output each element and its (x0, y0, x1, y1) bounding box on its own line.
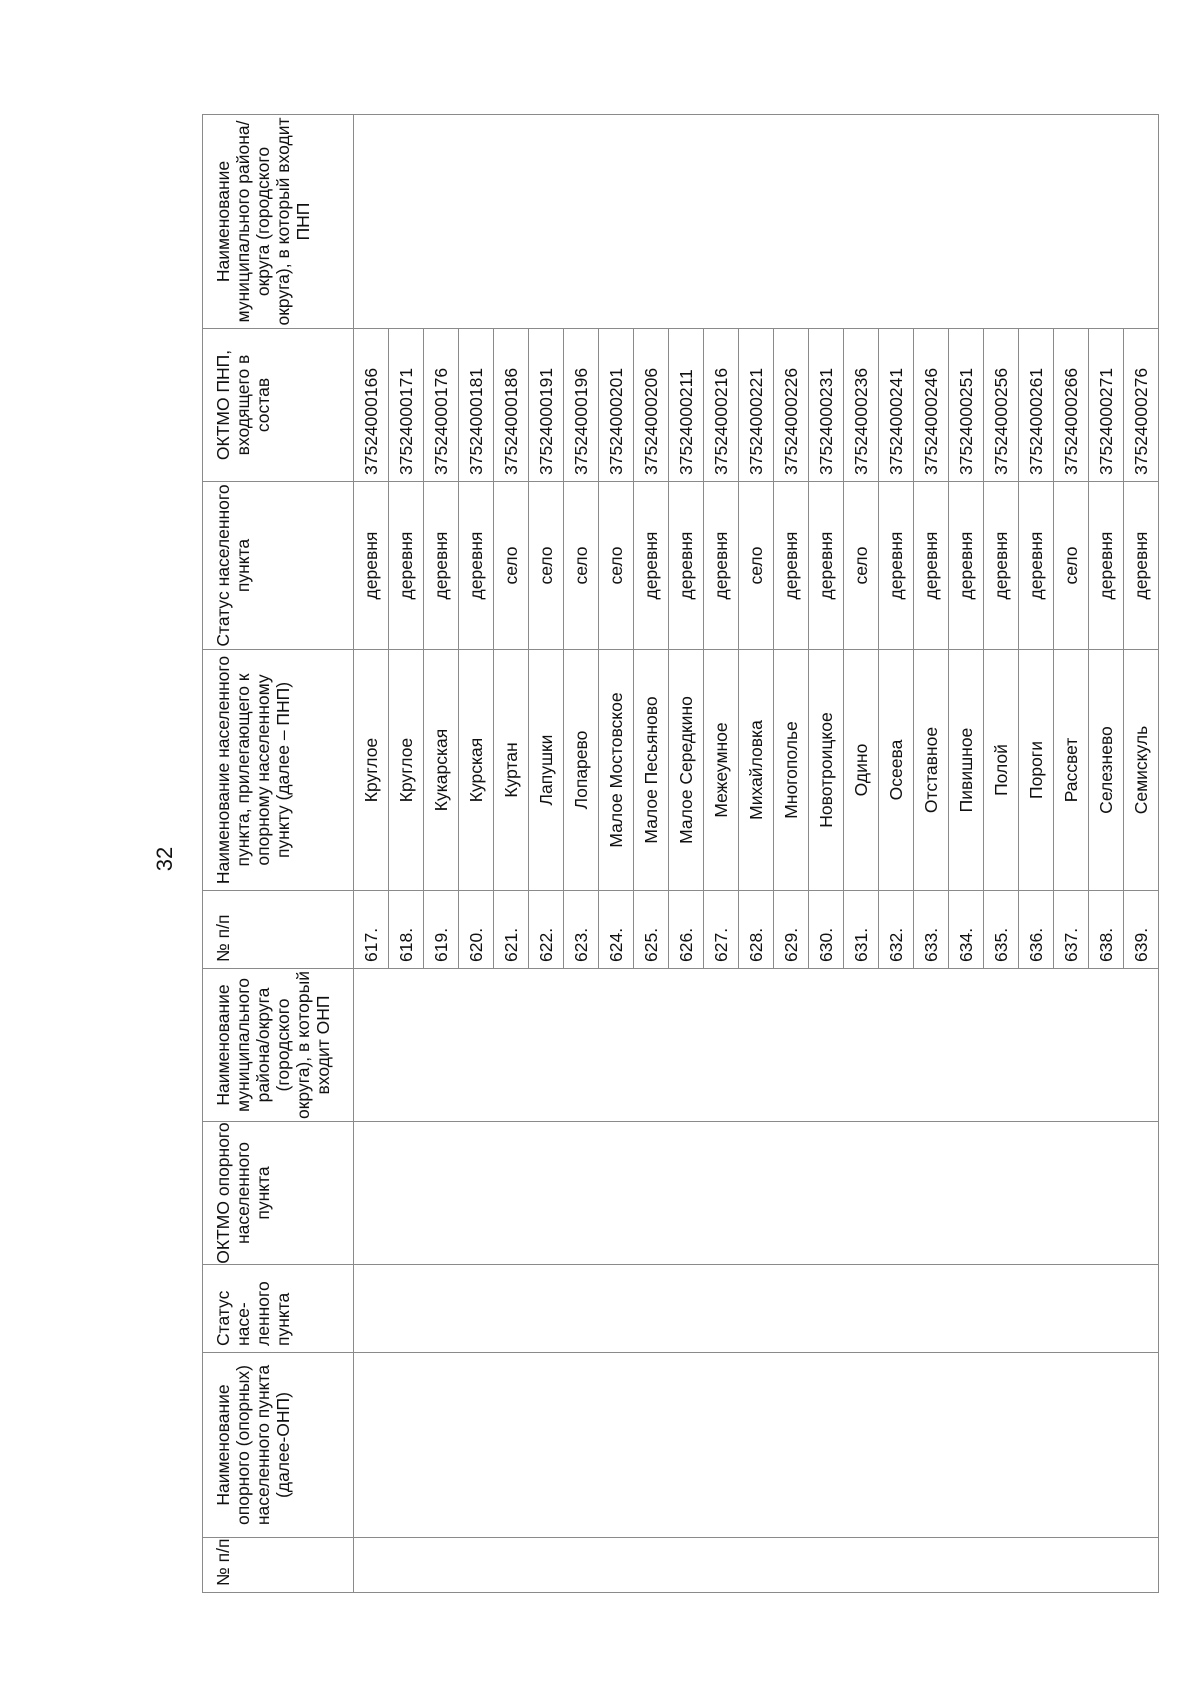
settlement-name: Куртан (494, 650, 529, 891)
settlement-status: деревня (634, 482, 669, 650)
row-number: 632. (879, 891, 914, 969)
oktmo-code: 37524000256 (984, 329, 1019, 482)
row-number: 624. (599, 891, 634, 969)
settlement-name: Круглое (354, 650, 389, 891)
settlement-name: Малое Мостовское (599, 650, 634, 891)
blank-onp-number (354, 1538, 1159, 1593)
settlement-name: Кукарская (424, 650, 459, 891)
oktmo-code: 37524000201 (599, 329, 634, 482)
oktmo-code: 37524000261 (1019, 329, 1054, 482)
blank-onp-status (354, 1265, 1159, 1353)
settlement-status: деревня (1019, 482, 1054, 650)
blank-pnp-district (354, 115, 1159, 329)
row-number: 622. (529, 891, 564, 969)
oktmo-code: 37524000171 (389, 329, 424, 482)
row-number: 635. (984, 891, 1019, 969)
header-onp-district: Наименование муниципального района/округа (городского округа), в который входит ОНП (203, 969, 354, 1122)
blank-onp-name (354, 1353, 1159, 1538)
row-number: 639. (1124, 891, 1159, 969)
rotated-table-container (202, 115, 1151, 1593)
settlement-name: Лапушки (529, 650, 564, 891)
table-row (354, 115, 389, 1593)
oktmo-code: 37524000186 (494, 329, 529, 482)
settlement-status: деревня (389, 482, 424, 650)
oktmo-code: 37524000276 (1124, 329, 1159, 482)
header-pnp-status: Статус населенного пункта (203, 482, 354, 650)
table-header-row (203, 115, 354, 1593)
settlement-status: деревня (1089, 482, 1124, 650)
settlement-status: село (564, 482, 599, 650)
settlement-name: Осеева (879, 650, 914, 891)
settlement-status: село (844, 482, 879, 650)
oktmo-code: 37524000191 (529, 329, 564, 482)
settlement-name: Семискуль (1124, 650, 1159, 891)
oktmo-code: 37524000246 (914, 329, 949, 482)
settlement-status: село (739, 482, 774, 650)
header-pnp-name: Наименование населенного пункта, прилегающего к опорному населенному пункту (далее – ПНП) (203, 650, 354, 891)
table-body (354, 115, 1159, 1593)
oktmo-code: 37524000231 (809, 329, 844, 482)
settlement-name: Круглое (389, 650, 424, 891)
oktmo-code: 37524000181 (459, 329, 494, 482)
oktmo-code: 37524000216 (704, 329, 739, 482)
settlement-status: село (494, 482, 529, 650)
settlement-name: Новотроицкое (809, 650, 844, 891)
row-number: 620. (459, 891, 494, 969)
settlement-name: Малое Песьяново (634, 650, 669, 891)
settlement-name: Лопарево (564, 650, 599, 891)
oktmo-code: 37524000221 (739, 329, 774, 482)
row-number: 623. (564, 891, 599, 969)
oktmo-code: 37524000196 (564, 329, 599, 482)
oktmo-code: 37524000176 (424, 329, 459, 482)
settlement-status: деревня (354, 482, 389, 650)
oktmo-code: 37524000266 (1054, 329, 1089, 482)
settlement-status: деревня (809, 482, 844, 650)
row-number: 634. (949, 891, 984, 969)
row-number: 618. (389, 891, 424, 969)
oktmo-code: 37524000211 (669, 329, 704, 482)
settlement-name: Пивишное (949, 650, 984, 891)
settlement-name: Полой (984, 650, 1019, 891)
settlement-status: деревня (914, 482, 949, 650)
settlements-table (202, 114, 1159, 1593)
row-number: 638. (1089, 891, 1124, 969)
row-number: 631. (844, 891, 879, 969)
row-number: 619. (424, 891, 459, 969)
settlement-name: Курская (459, 650, 494, 891)
settlement-status: село (1054, 482, 1089, 650)
row-number: 626. (669, 891, 704, 969)
settlement-status: деревня (774, 482, 809, 650)
header-pnp-oktmo: ОКТМО ПНП, входящего в состав (203, 329, 354, 482)
settlement-status: деревня (1124, 482, 1159, 650)
settlement-name: Михайловка (739, 650, 774, 891)
header-pnp-district: Наименование муниципального района/округа (городского округа), в который входит ПНП (203, 115, 354, 329)
oktmo-code: 37524000206 (634, 329, 669, 482)
settlement-name: Одино (844, 650, 879, 891)
row-number: 617. (354, 891, 389, 969)
row-number: 636. (1019, 891, 1054, 969)
settlement-name: Рассвет (1054, 650, 1089, 891)
settlement-name: Малое Середкино (669, 650, 704, 891)
row-number: 621. (494, 891, 529, 969)
row-number: 633. (914, 891, 949, 969)
row-number: 637. (1054, 891, 1089, 969)
oktmo-code: 37524000241 (879, 329, 914, 482)
settlement-status: деревня (669, 482, 704, 650)
settlement-status: деревня (459, 482, 494, 650)
settlement-name: Отставное (914, 650, 949, 891)
header-onp-name: Наименование опорного (опорных) населенного пункта (далее-ОНП) (203, 1353, 354, 1538)
oktmo-code: 37524000251 (949, 329, 984, 482)
row-number: 627. (704, 891, 739, 969)
row-number: 629. (774, 891, 809, 969)
row-number: 625. (634, 891, 669, 969)
oktmo-code: 37524000226 (774, 329, 809, 482)
settlement-status: деревня (949, 482, 984, 650)
oktmo-code: 37524000271 (1089, 329, 1124, 482)
settlement-name: Межеумное (704, 650, 739, 891)
settlement-status: деревня (879, 482, 914, 650)
header-onp-number: № п/п (203, 1538, 354, 1593)
settlement-status: село (529, 482, 564, 650)
settlement-status: деревня (704, 482, 739, 650)
row-number: 630. (809, 891, 844, 969)
oktmo-code: 37524000236 (844, 329, 879, 482)
settlement-status: деревня (984, 482, 1019, 650)
row-number: 628. (739, 891, 774, 969)
blank-onp-oktmo (354, 1122, 1159, 1265)
settlement-status: село (599, 482, 634, 650)
settlement-name: Пороги (1019, 650, 1054, 891)
settlement-name: Многополье (774, 650, 809, 891)
settlement-name: Селезнево (1089, 650, 1124, 891)
header-onp-oktmo: ОКТМО опорного населенного пункта (203, 1122, 354, 1265)
settlement-status: деревня (424, 482, 459, 650)
oktmo-code: 37524000166 (354, 329, 389, 482)
blank-onp-district (354, 969, 1159, 1122)
page-number: 32 (152, 846, 177, 872)
header-onp-status: Статус насе-ленного пункта (203, 1265, 354, 1353)
header-pnp-number: № п/п (203, 891, 354, 969)
